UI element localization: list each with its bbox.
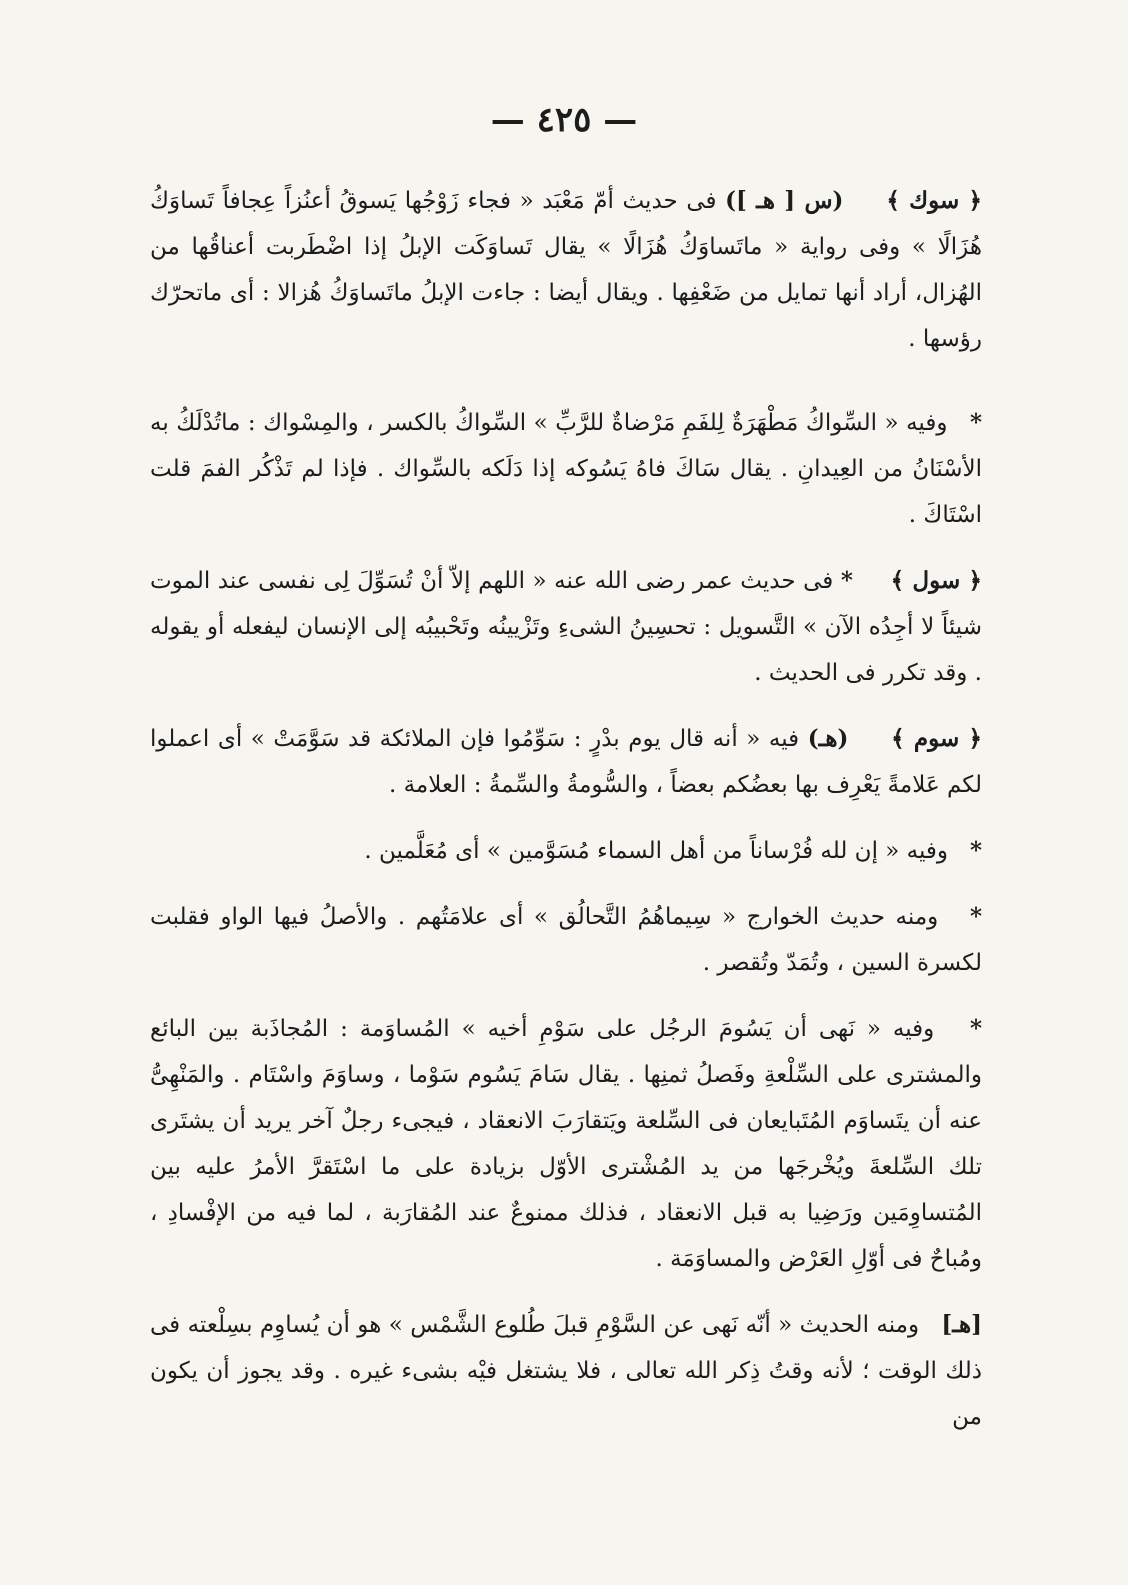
paragraph-text: وفيه « إن لله فُرْساناً من أهل السماء مُسَوَّمين » أى مُعَلَّمين . — [364, 838, 949, 864]
paragraph-text: فيه « أنه قال يوم بدْرٍ : سَوِّمُوا فإن الملائكة قد سَوَّمَتْ » أى اعملوا لكم عَلامةً يَعْرِف بها بعضُكم بعضاً ، والسُّومةُ والسِّمةُ : العلامة . — [150, 726, 982, 798]
asterisk-marker: * — [969, 837, 982, 864]
entry-heading: ﴿ سوم ﴾ — [891, 725, 983, 752]
source-marker: [هـ] — [941, 1311, 982, 1338]
page-number: — ٤٢٥ — — [490, 100, 638, 140]
entry-sawm-musawama — [150, 1006, 982, 1282]
paragraph-text: فى حديث أمّ مَعْبَد « فجاء زَوْجُها يَسوقُ أعنُزاً عِجافاً تَساوَكُ هُزَالًا » وفى رواية « ماتَساوَكُ هُزَالًا » يقال تَساوَكَت الإبلُ إذا اضْطَربت أعناقُها من الهُزال، أراد أنها تمايل من ضَعْفِها . ويقال أيضا : جاءت الإبلُ ماتَساوَكُ هُزالا : أى ماتحرّك رؤسها . — [150, 188, 982, 352]
asterisk-marker: * — [969, 903, 982, 930]
asterisk-marker: * — [969, 409, 983, 436]
source-marker: (س [ هـ ]) — [725, 187, 844, 214]
entry-sawm-khawarij — [150, 894, 982, 986]
entry-heading: ﴿ سوك ﴾ — [886, 187, 983, 214]
entry-sawk-siwak — [150, 400, 982, 538]
entry-heading: ﴿ سول ﴾ — [890, 567, 982, 594]
asterisk-marker: * — [969, 1015, 982, 1042]
entry-sawm-fursan — [150, 828, 982, 874]
paragraph-text: وفيه « نَهى أن يَسُومَ الرجُل على سَوْمِ أخيه » المُساوَمة : المُجاذَبة بين البائع والمشترى على السِّلْعةِ وفَصلُ ثمنِها . يقال سَامَ يَسُوم سَوْما ، وساوَمَ واسْتَام . والمَنْهِىُّ عنه أن يتَساوَم المُتَبايعان فى السِّلعة ويَتقارَبَ الانعقاد ، فيجىء رجلٌ آخر يريد أن يشتَرى تلك السِّلعةَ ويُخْرجَها من يد المُشْترى الأوّل بزيادة على ما اسْتَقرَّ الأمرُ عليه بين المُتساوِمَين ورَضِيا به قبل الانعقاد ، فذلك ممنوعٌ عند المُقارَبة ، لما فيه من الإفْسادِ ، ومُباحٌ فى أوّلِ العَرْض والمساوَمَة . — [150, 1016, 982, 1272]
entry-sawk — [150, 178, 982, 362]
entry-sawm — [150, 716, 982, 808]
paragraph-text: ومنه الحديث « أنّه نَهى عن السَّوْمِ قبلَ طُلوع الشَّمْس » هو أن يُساوِم بسِلْعته فى ذلك الوقت ؛ لأنه وقتُ ذِكر الله تعالى ، فلا يشتغل فيْه بشىء غيره . وقد يجوز أن يكون من — [150, 1312, 982, 1430]
asterisk-marker: * — [840, 567, 853, 594]
paragraph-text: وفيه « السِّواكُ مَطْهَرَةٌ لِلفَمِ مَرْضاةٌ للرَّبِّ » السِّواكُ بالكسر ، والمِسْواك : ماتُدْلَكُ به الأسْنَانُ من العِيدانِ . يقال سَاكَ فاهُ يَسُوكه إذا دَلَكه بالسِّواك . فإذا لم تَذْكُر الفمَ قلت اسْتَاكَ . — [150, 410, 982, 528]
body-text — [150, 178, 982, 1460]
entry-sawl — [150, 558, 982, 696]
source-marker: (هـ) — [807, 725, 849, 752]
entry-sawm-shams — [150, 1302, 982, 1440]
paragraph-text: فى حديث عمر رضى الله عنه « اللهم إلاّ أنْ تُسَوِّلَ لِى نفسى عند الموت شيئاً لا أجِدُه الآن » التَّسويل : تحسِينُ الشىءِ وتَزْيينُه وتَحْبيبُه إلى الإنسان ليفعله أو يقوله . وقد تكرر فى الحديث . — [150, 568, 982, 686]
paragraph-text: ومنه حديث الخوارج « سِيماهُمُ التَّحالُق » أى علامَتُهم . والأصلُ فيها الواو فقلبت لكسرة السين ، وتُمَدّ وتُقصر . — [150, 904, 982, 976]
